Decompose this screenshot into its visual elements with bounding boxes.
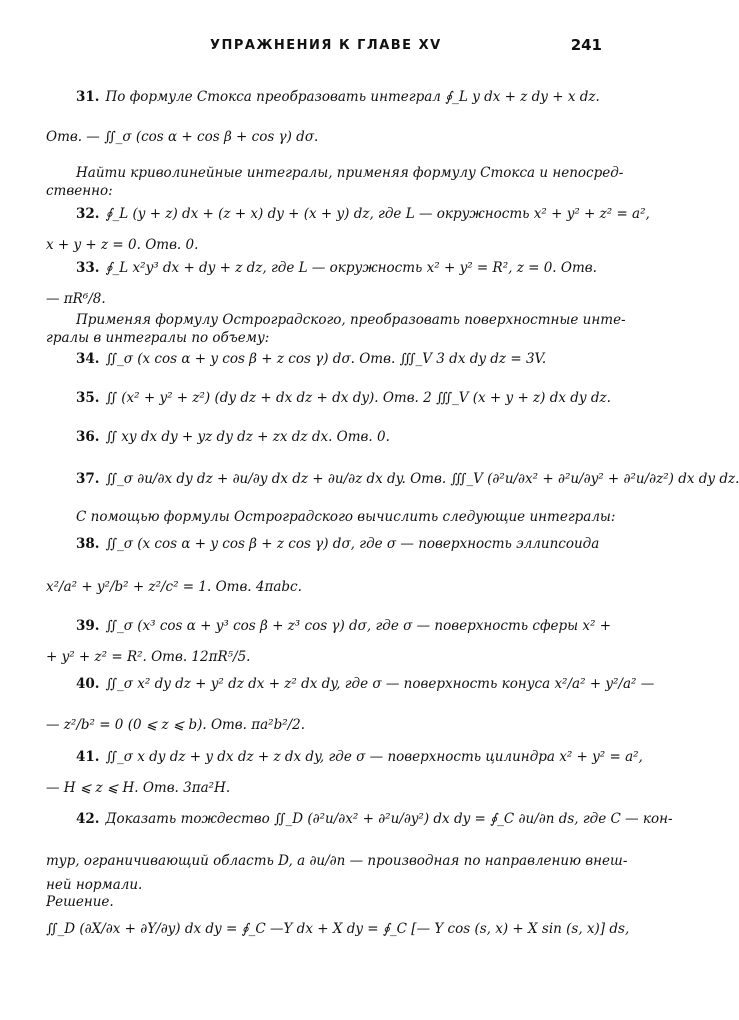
text-line [76,675,655,693]
exercise-number: 38. [76,536,100,552]
exercise-number: 35. [76,390,100,406]
line-text: — πR⁶/8. [46,291,106,307]
line-text: ∬_σ x² dy dz + y² dz dx + z² dx dy, где σ — поверхность конуса x²/a² + y²/a² — [105,676,655,692]
line-text: гралы в интегралы по объему: [46,330,270,346]
text-line [46,290,611,308]
line-text: Применяя формулу Остроградского, преобразовать поверхностные инте- [76,312,626,328]
text-line [76,508,616,526]
text-line [46,876,611,894]
exercise-number: 37. [76,471,100,487]
line-text: С помощью формулы Остроградского вычислить следующие интегралы: [76,509,616,525]
text-line [46,920,630,938]
line-text: ∬_σ ∂u/∂x dy dz + ∂u/∂y dx dz + ∂u/∂z dx dy. Отв. ∭_V (∂²u/∂x² + ∂²u/∂y² + ∂²u/∂z²) dx dy dz. [105,471,739,487]
line-text: Найти криволинейные интегралы, применяя формулу Стокса и непосред- [76,165,624,181]
exercise-number: 31. [76,89,100,105]
line-text: ∬_D (∂X/∂x + ∂Y/∂y) dx dy = ∮_C —Y dx + X dy = ∮_C [— Y cos (s, x) + X sin (s, x)] ds, [46,921,630,937]
text-line [46,236,611,254]
exercise-number: 36. [76,429,100,445]
line-text: — H ⩽ z ⩽ H. Отв. 3πa²H. [46,780,231,796]
exercise-number: 41. [76,749,100,765]
line-text: ∬ (x² + y² + z²) (dy dz + dx dz + dx dy). Отв. 2 ∭_V (x + y + z) dx dy dz. [105,390,611,406]
text-line [46,852,628,870]
line-text: По формуле Стокса преобразовать интеграл ∮_L y dx + z dy + x dz. [105,89,600,105]
line-text: ней нормали. [46,877,143,893]
running-title: УПРАЖНЕНИЯ К ГЛАВЕ XV [210,38,442,53]
text-line [46,182,611,200]
text-line [46,329,611,347]
line-text: Отв. — ∬_σ (cos α + cos β + cos γ) dσ. [46,129,319,145]
line-text: ∬_σ (x cos α + y cos β + z cos γ) dσ, где σ — поверхность эллипсоида [105,536,600,552]
text-line [46,716,611,734]
page-number: 241 [570,36,602,54]
text-line [76,205,650,223]
exercise-number: 42. [76,811,100,827]
text-line [46,128,611,146]
line-text: — z²/b² = 0 (0 ⩽ z ⩽ b). Отв. πa²b²/2. [46,717,306,733]
text-line [46,578,611,596]
line-text: Решение. [46,894,114,910]
text-line [76,389,611,407]
text-line [76,428,611,446]
page-header [0,38,650,62]
line-text: ∬_σ x dy dz + y dx dz + z dx dy, где σ — поверхность цилиндра x² + y² = a², [105,749,643,765]
line-text: ∬ xy dx dy + yz dy dz + zx dz dx. Отв. 0. [105,429,390,445]
exercise-number: 40. [76,676,100,692]
line-text: ∬_σ (x³ cos α + y³ cos β + z³ cos γ) dσ, где σ — поверхность сферы x² + [105,618,612,634]
line-text: ственно: [46,183,113,199]
text-line [76,88,611,106]
text-line [76,617,611,635]
text-line [46,893,611,911]
text-line [76,350,611,368]
line-text: тур, ограничивающий область D, а ∂u/∂n — производная по направлению внеш- [46,853,628,869]
text-line [46,648,611,666]
line-text: Доказать тождество ∬_D (∂²u/∂x² + ∂²u/∂y²) dx dy = ∮_C ∂u/∂n ds, где C — кон- [105,811,673,827]
text-line [76,470,739,488]
line-text: ∬_σ (x cos α + y cos β + z cos γ) dσ. Отв. ∭_V 3 dx dy dz = 3V. [105,351,547,367]
line-text: + y² + z² = R². Отв. 12πR⁵/5. [46,649,251,665]
exercise-number: 33. [76,260,100,276]
line-text: ∮_L (y + z) dx + (z + x) dy + (x + y) dz, где L — окружность x² + y² + z² = a², [105,206,650,222]
exercise-number: 32. [76,206,100,222]
exercise-number: 39. [76,618,100,634]
text-line [76,311,626,329]
text-line [46,779,611,797]
line-text: x + y + z = 0. Отв. 0. [46,237,199,253]
exercise-number: 34. [76,351,100,367]
text-line [76,164,624,182]
text-line [76,810,673,828]
text-line [76,259,611,277]
line-text: ∮_L x²y³ dx + dy + z dz, где L — окружность x² + y² = R², z = 0. Отв. [105,260,597,276]
text-line [76,535,611,553]
line-text: x²/a² + y²/b² + z²/c² = 1. Отв. 4πabc. [46,579,302,595]
text-line [76,748,643,766]
